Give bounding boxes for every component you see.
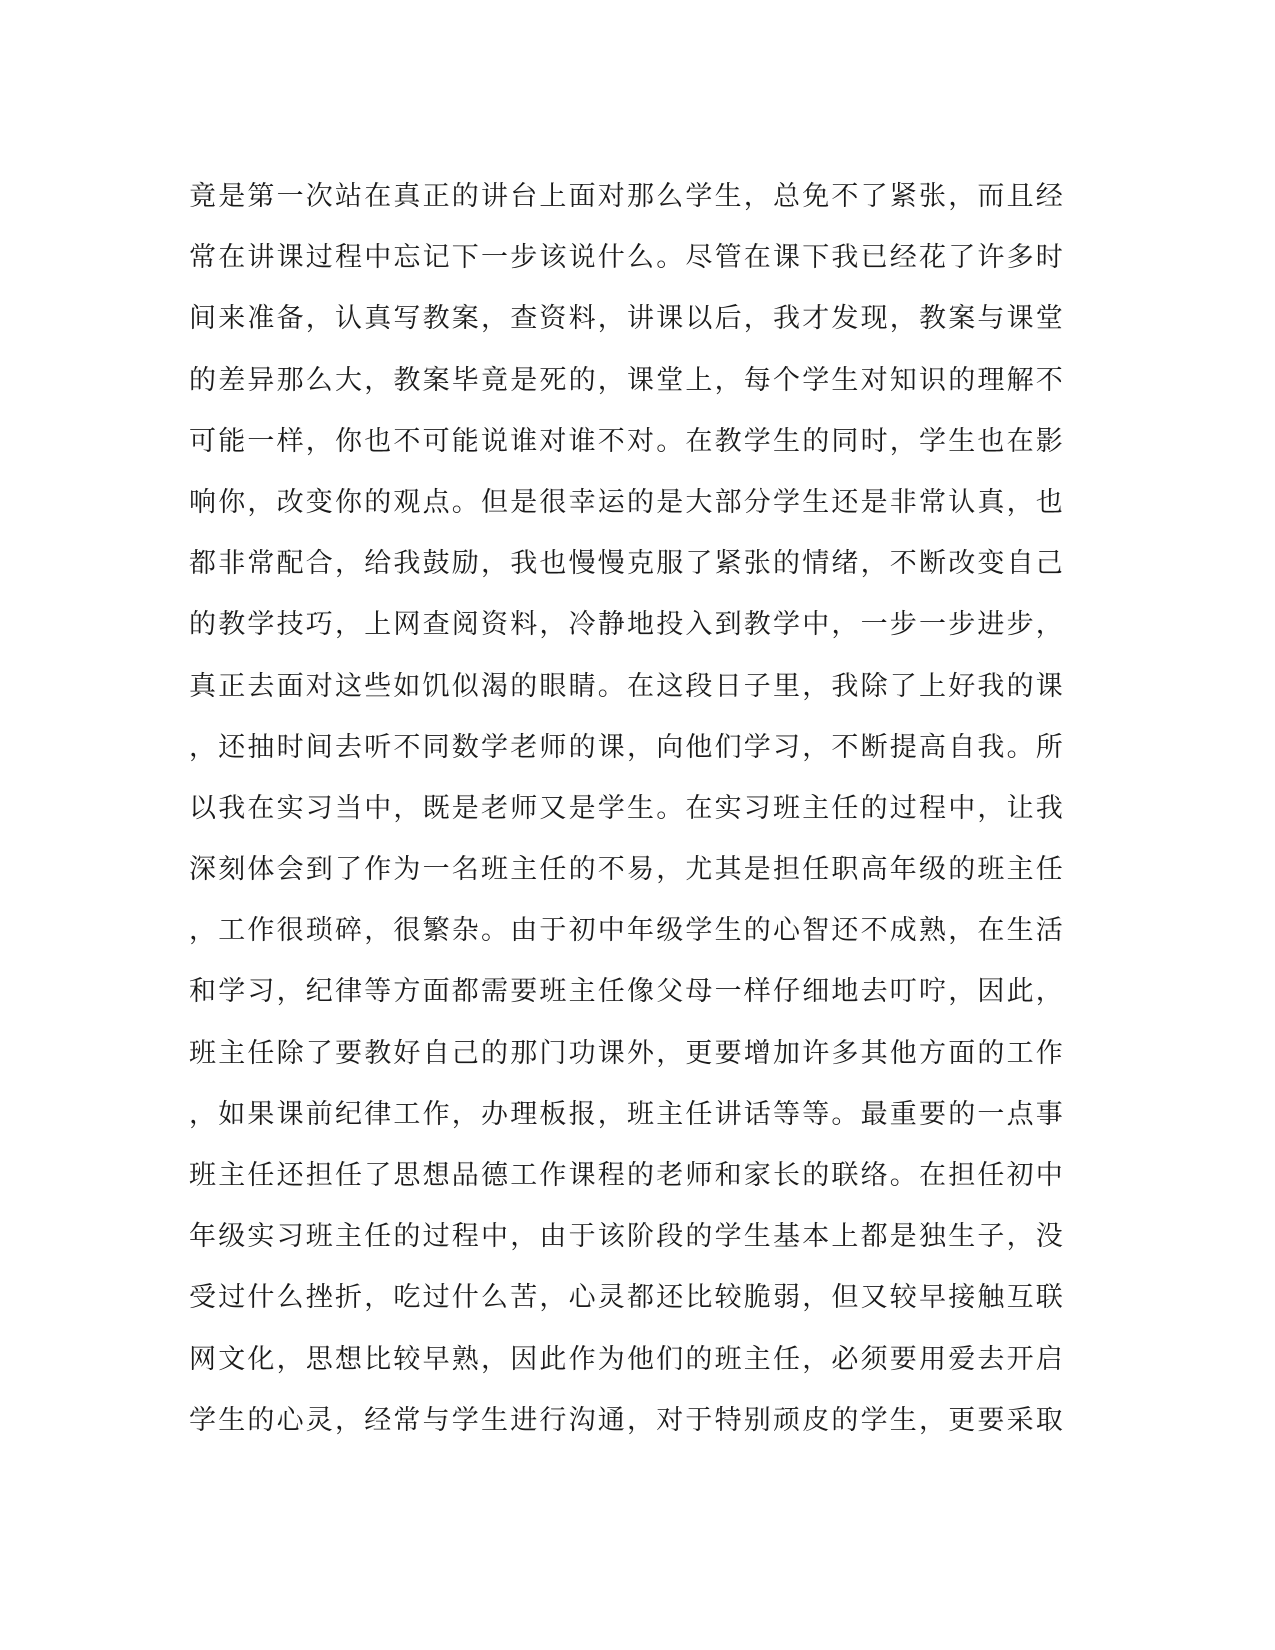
text-line: 的差异那么大，教案毕竟是死的，课堂上，每个学生对知识的理解不: [189, 364, 1065, 396]
text-line: 常在讲课过程中忘记下一步该说什么。尽管在课下我已经花了许多时: [189, 242, 1065, 274]
text-line: 网文化，思想比较早熟，因此作为他们的班主任，必须要用爱去开启: [189, 1343, 1065, 1375]
text-line: 深刻体会到了作为一名班主任的不易，尤其是担任职高年级的班主任: [189, 854, 1065, 886]
text-line: 响你，改变你的观点。但是很幸运的是大部分学生还是非常认真，也: [189, 486, 1065, 518]
text-line: ，还抽时间去听不同数学老师的课，向他们学习，不断提高自我。所: [189, 731, 1065, 763]
text-line: 真正去面对这些如饥似渴的眼睛。在这段日子里，我除了上好我的课: [189, 670, 1065, 702]
text-line: 的教学技巧，上网查阅资料，冷静地投入到教学中，一步一步进步，: [189, 609, 1065, 641]
text-line: 年级实习班主任的过程中，由于该阶段的学生基本上都是独生子，没: [189, 1221, 1065, 1253]
text-line: 受过什么挫折，吃过什么苦，心灵都还比较脆弱，但又较早接触互联: [189, 1282, 1065, 1314]
text-line: 班主任还担任了思想品德工作课程的老师和家长的联络。在担任初中: [189, 1160, 1065, 1191]
text-line: 竟是第一次站在真正的讲台上面对那么学生，总免不了紧张，而且经: [189, 181, 1065, 212]
text-line: 班主任除了要教好自己的那门功课外，更要增加许多其他方面的工作: [189, 1037, 1065, 1069]
body-text: [189, 166, 1069, 1451]
text-line: ，工作很琐碎，很繁杂。由于初中年级学生的心智还不成熟，在生活: [189, 915, 1065, 947]
text-line: 可能一样，你也不可能说谁对谁不对。在教学生的同时，学生也在影: [189, 425, 1065, 457]
text-line: ，如果课前纪律工作，办理板报，班主任讲话等等。最重要的一点事: [189, 1098, 1065, 1130]
text-line: 以我在实习当中，既是老师又是学生。在实习班主任的过程中，让我: [189, 792, 1065, 824]
text-line: 学生的心灵，经常与学生进行沟通，对于特别顽皮的学生，更要采取: [189, 1404, 1065, 1436]
text-line: 和学习，纪律等方面都需要班主任像父母一样仔细地去叮咛，因此，: [189, 976, 1065, 1008]
text-line: 间来准备，认真写教案，查资料，讲课以后，我才发现，教案与课堂: [189, 303, 1065, 335]
text-line: 都非常配合，给我鼓励，我也慢慢克服了紧张的情绪，不断改变自己: [189, 548, 1065, 580]
